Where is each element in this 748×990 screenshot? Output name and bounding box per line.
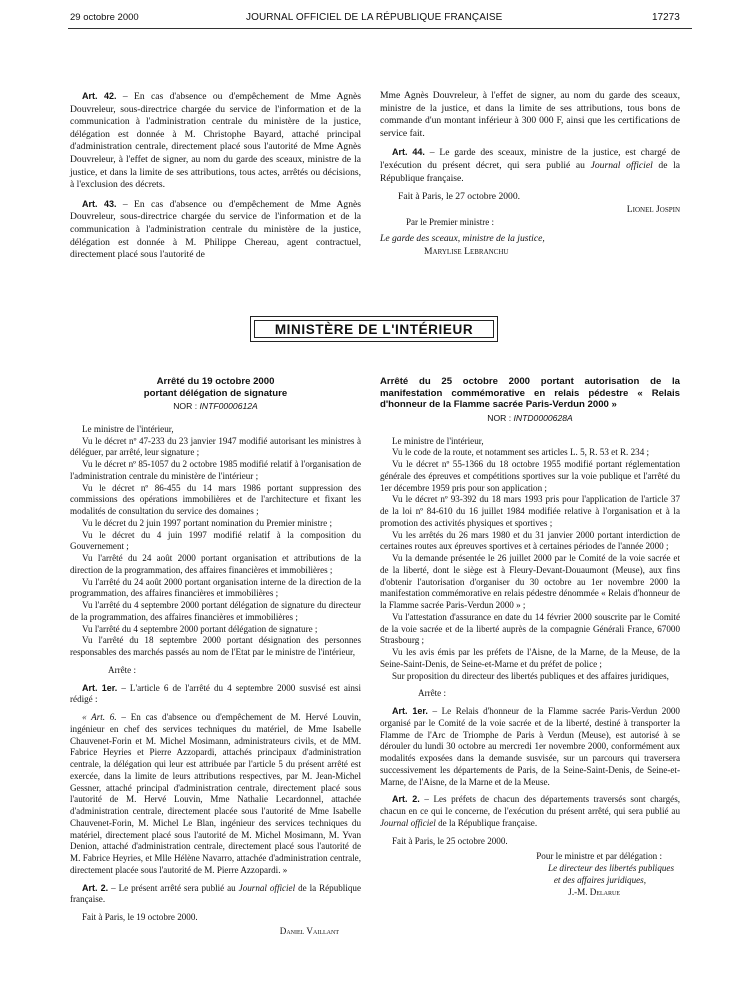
page-header xyxy=(0,9,748,29)
left-nor: NOR : INTF0000612A xyxy=(173,401,258,412)
left-visas: Le ministre de l'intérieur, Vu le décret nº 47-233 du 23 janvier 1947 modifié autorisant les ministres à déléguer, par arrêté, leur signature ; Vu le décret nº 85-1057 du 2 octobre 1985 modifié relatif à l'organisation de l'administration centrale du ministère de l'intérieur ; Vu le décret nº 86-455 du 14 mars 1986 portant suppression des commissions des opérations immobilières et de l'architecture et fixant les modalités de consultation du service des domaines ; Vu le décret du 2 juin 1997 portant nomination du Premier ministre ; Vu le décret du 4 juin 1997 modifié relatif à la composition du Gouvernement ; Vu l'arrêté du 24 août 2000 portant organisation et attributions de la direction de la programmation, des affaires financières et immobilières ; Vu l'arrêté du 24 août 2000 portant organisation interne de la direction de la programmation, des affaires financières et immobilières ; Vu l'arrêté du 4 septembre 2000 portant délégation de signature du directeur de la programmation, des affaires financières et immobilières ; Vu l'arrêté du 4 septembre 2000 portant délégation de signature ; Vu l'arrêté du 18 septembre 2000 portant désignation des personnes responsables des marchés passés au nom de l'Etat par le ministre de l'intérieur, xyxy=(70,423,361,658)
garde-des-sceaux-title: Le garde des sceaux, ministre de la justice, xyxy=(380,232,545,244)
article-43-continuation: Mme Agnès Douvreleur, à l'effet de signer, au nom du garde des sceaux, ministre de la justice, et dans la limite de ses attributions, tous bons de commande d'un montant inférieur à 300 000 F, ainsi que les certifications de service fait. xyxy=(380,90,680,139)
pour-le-ministre: Pour le ministre et par délégation : xyxy=(536,851,662,862)
page-number: 17273 xyxy=(652,12,680,23)
directeur-title-1: Le directeur des libertés publiques xyxy=(548,863,674,874)
left-arrete-word: Arrête : xyxy=(108,664,137,675)
signatory-lebranchu: Marylise Lebranchu xyxy=(424,245,509,257)
signatory-delarue: J.-M. Delarue xyxy=(568,886,620,897)
left-arrete-column xyxy=(70,376,361,938)
ministry-heading-box xyxy=(250,316,498,342)
right-article-1: Art. 1er. – Le Relais d'honneur de la Flamme sacrée Paris-Verdun 2000 organisé par le Comité de la voie sacrée et de la liberté, destiné à transporter la Flamme de l'Arc de Triomphe de Paris à Verdun (Meuse), est autorisé à se dérouler du lundi 30 octobre au mercredi 1er novembre 2000, conformément aux modalités exposées dans la demande susvisée, sur un parcours qui traversera successivement les départements de Paris, de la Seine-Saint-Denis, de Seine-et-Marne, de l'Aisne, de la Marne et de la Meuse. xyxy=(380,706,680,787)
par-premier-ministre: Par le Premier ministre : xyxy=(406,217,494,228)
right-arrete-column xyxy=(380,376,680,898)
article-42: Art. 42. – En cas d'absence ou d'empêchement de Mme Agnès Douvreleur, sous-directrice chargée du service de l'information et de la communication à l'administration centrale du ministère de la justice, délégation est donnée à M. Christophe Bayard, attaché principal d'administration centrale, directement placé sous l'autorité de Mme Agnès Douvreleur, à l'effet de signer, au nom du garde des sceaux, ministre de la justice, et dans la limite de ses attributions, tous actes, arrêtés ou décisions, à l'exclusion des décrets. xyxy=(70,91,361,191)
article-44: Art. 44. – Le garde des sceaux, ministre de la justice, est chargé de l'exécution du présent décret, qui sera publié au Journal officiel de la République française. xyxy=(380,147,681,184)
fait-paris-27: Fait à Paris, le 27 octobre 2000. xyxy=(398,191,521,203)
left-fait: Fait à Paris, le 19 octobre 2000. xyxy=(82,912,198,923)
right-fait: Fait à Paris, le 25 octobre 2000. xyxy=(392,835,508,846)
header-date: 29 octobre 2000 xyxy=(70,12,139,23)
top-left-column xyxy=(70,90,361,262)
left-article-6-quote: « Art. 6. – En cas d'absence ou d'empêchement de M. Hervé Louvin, ingénieur en chef des services techniques du matériel, de Mme Isabelle Chauvenet-Forin et M. Michel Mosimann, administrateurs civils, et de MM. Fabrice Heyries et Pierre Azzopardi, attachés principaux d'administration centrale, la délégation qui leur est attribuée par l'article 5 du présent arrêté est exercée, dans la limite de leurs attributions respectives, par M. Jean-Michel Gessner, attaché principal d'administration centrale, directement placé sous l'autorité de M. Hervé Louvin, Mme Nathalie Lecardonnel, attachée d'administration centrale, directement placée sous l'autorité de Mme Isabelle Chauvenet-Forin, M. Michel Le Blan, ingénieur des services techniques du matériel, directement placé sous l'autorité de M. Michel Mosimann, M. Yvan Denion, attaché d'administration centrale, directement placé sous l'autorité de M. Fabrice Heyries, et Mlle Hélène Navarro, attachée d'administration centrale, directement placée sous l'autorité de M. Pierre Azzopardi. » xyxy=(70,712,361,875)
top-right-column xyxy=(380,90,680,258)
signatory-jospin: Lionel Jospin xyxy=(626,203,680,215)
article-43: Art. 43. – En cas d'absence ou d'empêchement de Mme Agnès Douvreleur, sous-directrice chargée du service de l'information et de la communication à l'administration centrale du ministère de la justice, délégation est donnée à M. Philippe Chereau, agent contractuel, directement placé sous l'autorité de xyxy=(70,198,361,261)
right-visas: Le ministre de l'intérieur, Vu le code de la route, et notamment ses articles L. 5, R. 53 et R. 234 ; Vu le décret nº 55-1366 du 18 octobre 1955 modifié portant réglementation générale des épreuves et compétitions sportives sur la voie publique et l'arrêté du 1er décembre 1959 pris pour son application ; Vu le décret nº 93-392 du 18 mars 1993 pris pour l'application de l'article 37 de la loi nº 84-610 du 16 juillet 1984 modifiée relative à l'organisation et à la promotion des activités physiques et sportives ; Vu les arrêtés du 26 mars 1980 et du 31 janvier 2000 portant interdiction de certaines routes aux épreuves sportives et à certaines périodes de l'année 2000 ; Vu la demande présentée le 26 juillet 2000 par le Comité de la voie sacrée et de la liberté, dont le siège est à Fleury-Devant-Douaumont (Meuse), aux fins d'obtenir l'autorisation d'organiser du 30 octobre au 1er novembre 2000 la manifestation commémorative en relais pédestre dénommée « Relais d'honneur de la Flamme sacrée Paris-Verdun 2000 » ; Vu l'attestation d'assurance en date du 14 février 2000 souscrite par le Comité de la voie sacrée et de la liberté auprès de la compagnie Générali France, 67000 Strasbourg ; Vu les avis émis par les préfets de l'Aisne, de la Marne, de la Meuse, de la Seine-Saint-Denis, de Seine-et-Marne et du préfet de police ; Sur proposition du directeur des libertés publiques et des affaires juridiques, xyxy=(380,435,680,681)
signatory-vaillant: Daniel Vaillant xyxy=(279,925,339,936)
ministry-title: MINISTÈRE DE L'INTÉRIEUR xyxy=(274,321,474,337)
journal-title: JOURNAL OFFICIEL DE LA RÉPUBLIQUE FRANÇAISE xyxy=(246,12,503,23)
right-article-2: Art. 2. – Les préfets de chacun des départements traversés sont chargés, chacun en ce qui le concerne, de l'exécution du présent arrêté, qui sera publié au Journal officiel de la République française. xyxy=(380,794,681,828)
left-arrete-title: Arrêté du 19 octobre 2000 portant délégation de signature xyxy=(143,376,288,399)
right-arrete-title: Arrêté du 25 octobre 2000 portant autorisation de la manifestation commémorative en relais pédestre « Relais d'honneur de la Flamme sacrée Paris-Verdun 2000 » xyxy=(380,376,680,411)
header-rule xyxy=(68,28,692,29)
right-nor: NOR : INTD0000628A xyxy=(487,412,573,423)
directeur-title-2: et des affaires juridiques, xyxy=(553,874,646,885)
right-arrete-word: Arrête : xyxy=(418,688,447,699)
left-article-2: Art. 2. – Le présent arrêté sera publié au Journal officiel de la République française. xyxy=(70,882,361,905)
left-article-1: Art. 1er. – L'article 6 de l'arrêté du 4 septembre 2000 susvisé est ainsi rédigé : xyxy=(70,682,361,705)
